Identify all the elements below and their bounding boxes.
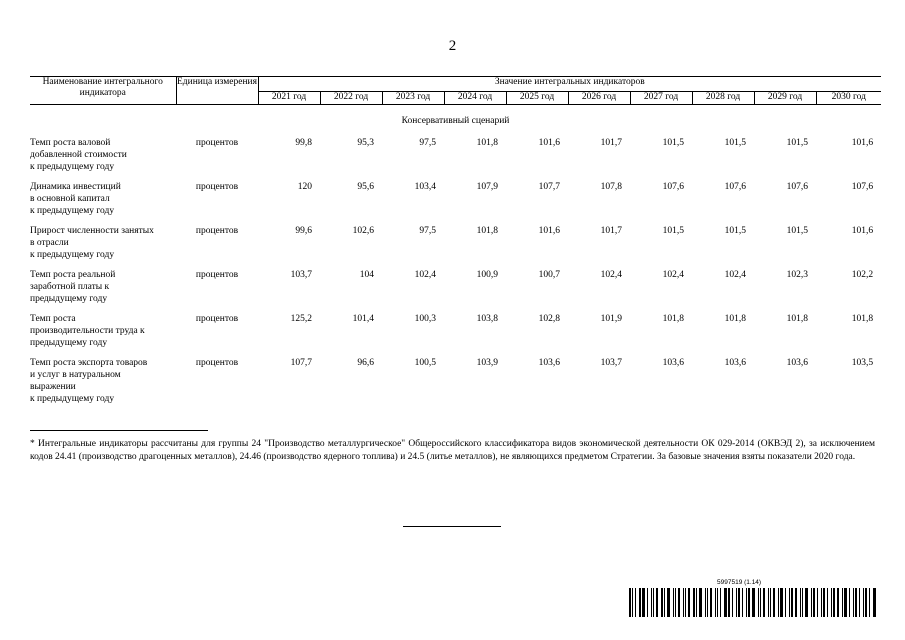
value-cell: 101,4 <box>352 314 374 324</box>
value-cell: 99,8 <box>295 138 312 148</box>
value-cell: 101,7 <box>600 226 622 236</box>
year-header: 2029 год <box>754 92 816 105</box>
year-header: 2024 год <box>444 92 506 105</box>
value-cell: 103,6 <box>538 358 560 368</box>
year-header: 2030 год <box>816 92 881 105</box>
header-unit: Единица измерения <box>176 77 258 105</box>
value-cell: 97,5 <box>419 226 436 236</box>
indicator-name-line: добавленной стоимости <box>30 150 127 160</box>
year-header: 2023 год <box>382 92 444 105</box>
indicator-name-line: к предыдущему году <box>30 206 115 216</box>
value-cell: 100,9 <box>476 270 498 280</box>
table-row <box>30 137 881 181</box>
value-cell: 107,9 <box>476 182 498 192</box>
value-cell: 102,4 <box>662 270 684 280</box>
value-cell: 102,6 <box>352 226 374 236</box>
value-cell: 101,8 <box>724 314 746 324</box>
indicator-name <box>30 225 176 269</box>
value-cell: 101,6 <box>538 138 560 148</box>
indicator-name-line: заработной платы к <box>30 282 110 292</box>
value-cell: 103,6 <box>786 358 808 368</box>
value-cell: 107,6 <box>662 182 684 192</box>
indicator-name-line: выражении <box>30 382 76 392</box>
value-cell: 103,6 <box>724 358 746 368</box>
value-cell: 102,4 <box>414 270 436 280</box>
indicator-name-line: Прирост численности занятых <box>30 226 154 236</box>
table-row <box>30 181 881 225</box>
table-row <box>30 269 881 313</box>
unit-cell: процентов <box>195 226 239 236</box>
value-cell: 101,9 <box>600 314 622 324</box>
end-line <box>403 526 501 527</box>
value-cell: 100,7 <box>538 270 560 280</box>
value-cell: 100,3 <box>414 314 436 324</box>
unit-cell: процентов <box>195 358 239 368</box>
indicator-name-line: к предыдущему году <box>30 162 115 172</box>
value-cell: 101,5 <box>724 226 746 236</box>
value-cell: 101,5 <box>786 226 808 236</box>
indicators-table <box>30 76 881 405</box>
barcode <box>629 579 881 617</box>
indicator-name-line: Темп роста <box>30 314 76 324</box>
value-cell: 103,5 <box>851 358 874 368</box>
indicator-name-line: Темп роста реальной <box>30 270 116 280</box>
indicator-name-line: к предыдущему году <box>30 250 115 260</box>
indicator-name-line: предыдущему году <box>30 338 108 348</box>
indicator-name <box>30 269 176 313</box>
scenario-label: Консервативный сценарий <box>401 116 510 126</box>
value-cell: 103,9 <box>476 358 498 368</box>
unit-cell: процентов <box>195 270 239 280</box>
value-cell: 101,5 <box>786 138 808 148</box>
value-cell: 125,2 <box>290 314 312 324</box>
value-cell: 101,8 <box>662 314 684 324</box>
value-cell: 120 <box>297 182 312 192</box>
barcode-text: 5997519 (1.14) <box>717 579 762 586</box>
unit-cell: процентов <box>195 138 239 148</box>
value-cell: 107,7 <box>290 358 312 368</box>
footnote-separator <box>30 430 208 431</box>
indicator-name-line: Темп роста экспорта товаров <box>30 358 148 368</box>
indicator-name <box>30 313 176 357</box>
value-cell: 100,5 <box>414 358 436 368</box>
value-cell: 95,6 <box>357 182 374 192</box>
indicator-name <box>30 137 176 181</box>
year-header: 2021 год <box>258 92 320 105</box>
indicator-name-line: предыдущему году <box>30 294 108 304</box>
value-cell: 101,6 <box>538 226 560 236</box>
value-cell: 102,4 <box>724 270 746 280</box>
indicator-name-line: в основной капитал <box>30 194 110 204</box>
value-cell: 101,8 <box>476 138 498 148</box>
table-row <box>30 357 881 405</box>
indicator-name-line: в отрасли <box>30 238 69 248</box>
value-cell: 99,6 <box>295 226 312 236</box>
value-cell: 103,4 <box>414 182 436 192</box>
unit-cell: процентов <box>195 314 239 324</box>
value-cell: 103,7 <box>290 270 312 280</box>
value-cell: 101,7 <box>600 138 622 148</box>
value-cell: 95,3 <box>357 138 374 148</box>
value-cell: 103,6 <box>662 358 684 368</box>
indicator-name-line: Динамика инвестиций <box>30 182 121 192</box>
unit-cell: процентов <box>195 182 239 192</box>
header-indicator-name: Наименование интегрального индикатора <box>30 77 176 105</box>
indicator-name-line: производительности труда к <box>30 326 145 336</box>
footnote: * Интегральные индикаторы рассчитаны для группы 24 "Производство металлургическое" Общероссийского классификатора видов экономической деятельности ОК 029-2014 (ОКВЭД 2), за исключением кодов 24.41 (производство драгоценных металлов), 24.46 (производство ядерного топлива) и 24.5 (литье металлов), не являющихся предметом Стратегии. За базовые значения взяты показатели 2020 года. <box>30 439 875 462</box>
value-cell: 104 <box>359 270 374 280</box>
header-values: Значение интегральных индикаторов <box>258 77 881 92</box>
year-header: 2022 год <box>320 92 382 105</box>
value-cell: 101,5 <box>662 226 684 236</box>
year-header: 2028 год <box>692 92 754 105</box>
value-cell: 103,8 <box>476 314 498 324</box>
value-cell: 97,5 <box>419 138 436 148</box>
value-cell: 101,5 <box>724 138 746 148</box>
value-cell: 103,7 <box>600 358 622 368</box>
value-cell: 101,8 <box>476 226 498 236</box>
indicator-name-line: к предыдущему году <box>30 394 115 404</box>
value-cell: 101,5 <box>662 138 684 148</box>
value-cell: 102,4 <box>600 270 622 280</box>
value-cell: 101,8 <box>851 314 874 324</box>
value-cell: 101,6 <box>851 226 874 236</box>
value-cell: 107,6 <box>786 182 808 192</box>
table-row <box>30 313 881 357</box>
value-cell: 107,6 <box>724 182 746 192</box>
value-cell: 102,3 <box>786 270 808 280</box>
page-number: 2 <box>448 38 457 54</box>
table-row <box>30 225 881 269</box>
barcode-bars <box>629 588 881 617</box>
indicator-name-line: Темп роста валовой <box>30 138 111 148</box>
value-cell: 102,2 <box>851 270 874 280</box>
value-cell: 101,6 <box>851 138 874 148</box>
indicator-name <box>30 357 176 405</box>
year-header: 2026 год <box>568 92 630 105</box>
value-cell: 101,8 <box>786 314 808 324</box>
value-cell: 102,8 <box>538 314 560 324</box>
indicator-name-line: и услуг в натуральном <box>30 370 121 380</box>
indicator-name <box>30 181 176 225</box>
value-cell: 107,8 <box>600 182 622 192</box>
value-cell: 96,6 <box>357 358 374 368</box>
year-header: 2025 год <box>506 92 568 105</box>
value-cell: 107,7 <box>538 182 560 192</box>
year-header: 2027 год <box>630 92 692 105</box>
value-cell: 107,6 <box>851 182 874 192</box>
